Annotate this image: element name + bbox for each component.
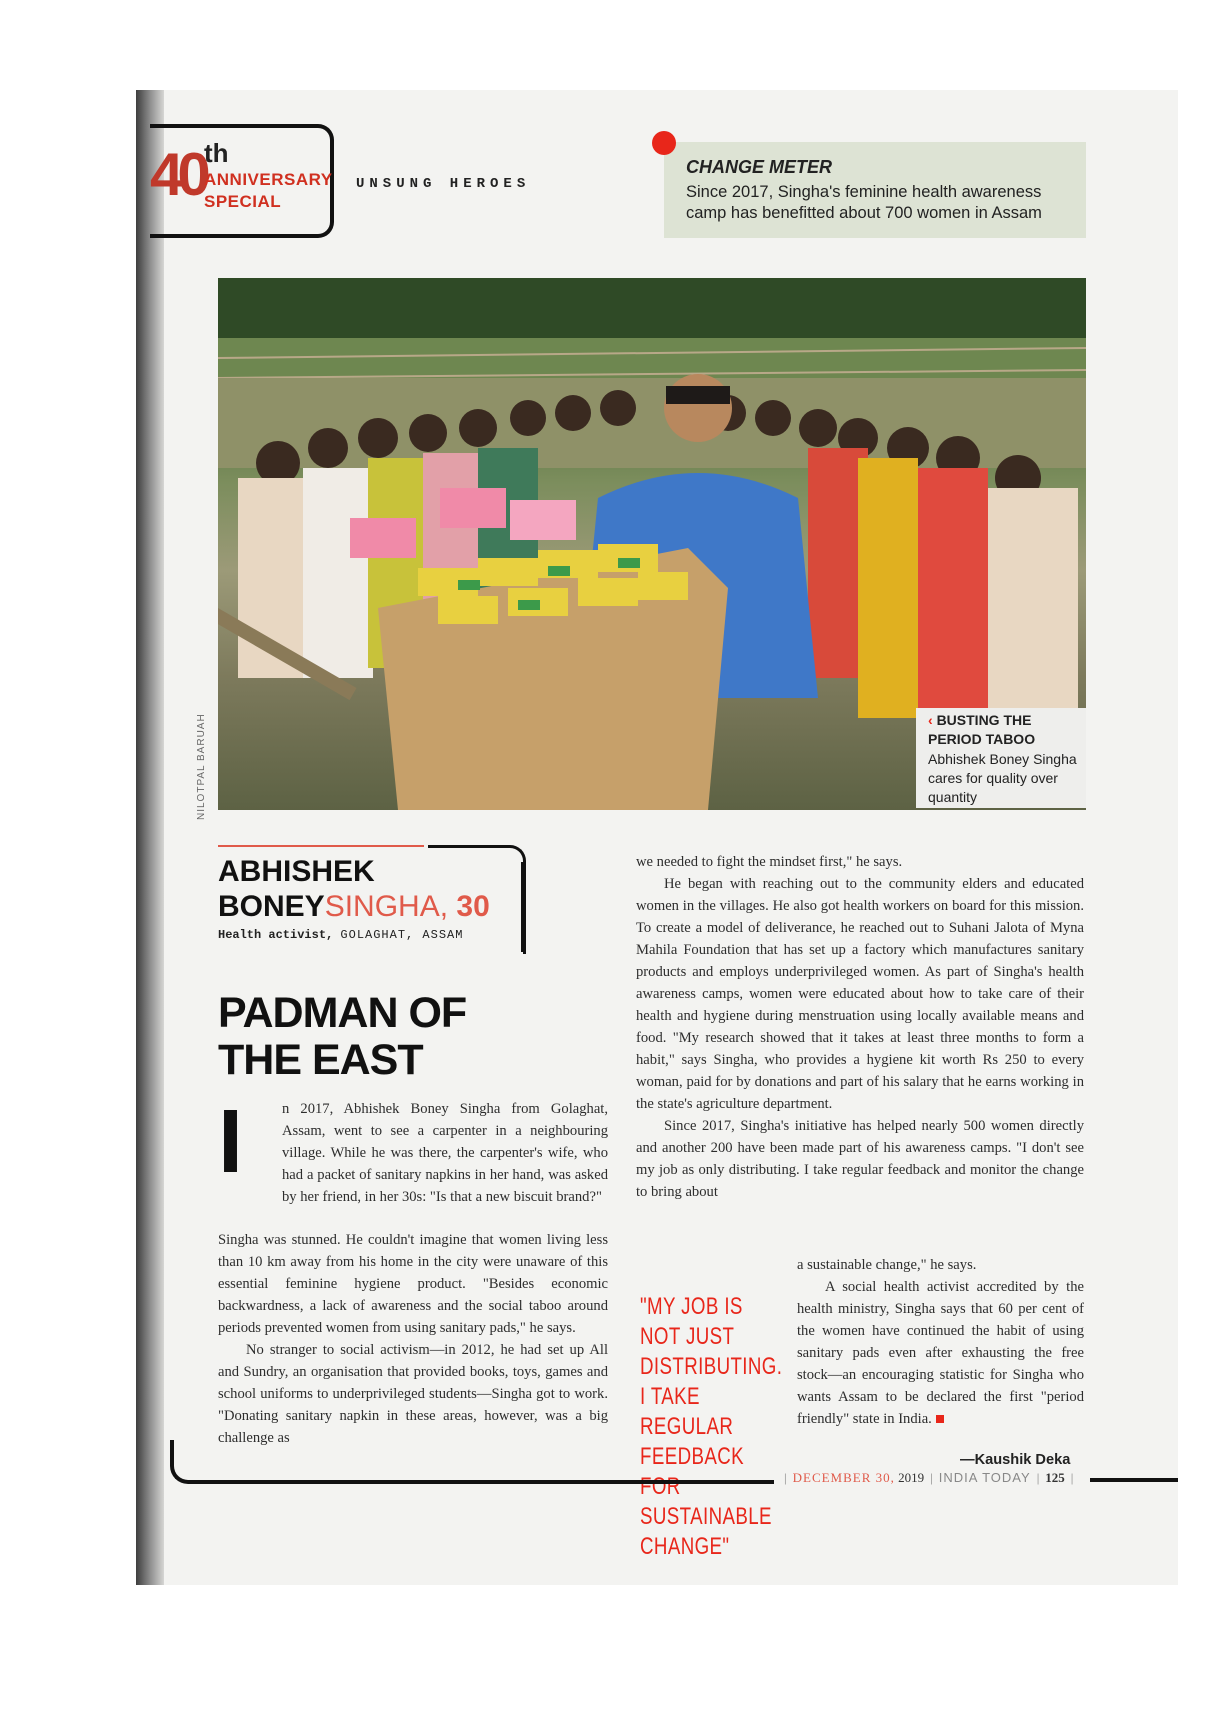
name-rule	[218, 845, 424, 847]
article-headline: PADMAN OF THE EAST	[218, 989, 467, 1084]
article-text	[797, 1276, 1084, 1430]
byline: —Kaushik Deka	[960, 1452, 1071, 1468]
article-column-2	[636, 851, 1084, 1203]
folio-page-number: 125	[1045, 1470, 1065, 1485]
profile-location: GOLAGHAT, ASSAM	[340, 928, 464, 942]
folio-separator: |	[930, 1470, 933, 1485]
footer-frame	[170, 1440, 774, 1484]
profile-role-title: Health activist,	[218, 928, 334, 942]
profile-last-name: SINGHA,	[324, 890, 449, 923]
article-text: we needed to fight the mindset first," he says.	[636, 854, 903, 870]
profile-middle-name: BONEY	[218, 890, 325, 923]
anniversary-number: 40	[150, 141, 205, 208]
red-dot-marker	[652, 131, 676, 155]
drop-cap: I	[218, 1092, 244, 1192]
article-paragraph-1-start	[282, 1098, 608, 1208]
anniversary-suffix: th	[204, 138, 229, 168]
folio-year: 2019	[898, 1470, 925, 1485]
article-text-span: A social health activist accredited by the health ministry, Singha says that 60 per cent of the women have continued the habit of using sanitary pads even after exhausting the free stock—an encouraging statistic for Singha who wants Assam to be declared the first "period friendly" state in India.	[797, 1279, 1084, 1427]
caption-heading-line1: BUSTING THE	[936, 712, 1032, 728]
article-column-2-lower	[797, 1254, 1084, 1430]
folio-separator: |	[1070, 1470, 1074, 1485]
article-text: Singha was stunned. He couldn't imagine that women living less than 10 km away from his home in the city were unaware of this essential feminine hygiene product. "Besides economic backwardness, a lack of awareness and the social taboo around periods prevented women from using sanitary pads," he says.	[218, 1232, 608, 1336]
profile-age: 30	[456, 890, 490, 923]
folio-separator: |	[1036, 1470, 1040, 1485]
caption-arrow-icon: ‹	[928, 712, 937, 728]
folio-publication: INDIA TODAY	[938, 1470, 1031, 1485]
photo-credit: NILOTPAL BARUAH	[196, 713, 207, 820]
page-spine-shadow	[136, 90, 164, 1585]
end-mark-icon	[936, 1415, 944, 1423]
anniversary-special-label: SPECIAL	[204, 192, 282, 211]
name-frame-vertical	[521, 862, 524, 952]
change-meter-text: Since 2017, Singha's feminine health awareness camp has benefitted about 700 women in Assam	[686, 183, 1042, 222]
caption-heading-line2: PERIOD TABOO	[928, 731, 1036, 747]
article-text: He began with reaching out to the community elders and educated women in the villages. He also got health workers on board for this mission. To create a model of deliverance, he reached out to Suhani Jalota of Myna Mahila Foundation that has set up a factory which manufactures sanitary products and employs underprivileged women. As part of Singha's health awareness camps, women were educated about how to take care of their health and hygiene during menstruation using locally available means and food. "My research showed that it takes at least three months to form a habit," says Singha, who provides a hygiene kit worth Rs 250 to every woman, paid for by donations and part of his salary that he earns working in the state's agriculture department.	[636, 876, 1084, 1112]
folio-date: DECEMBER 30,	[792, 1470, 895, 1485]
footer-rule	[1090, 1478, 1178, 1482]
caption-heading	[928, 712, 1031, 728]
page-folio	[778, 1470, 1079, 1486]
profile-first-name: ABHISHEK	[218, 855, 375, 888]
pull-quote: "MY JOB IS NOT JUST DISTRIBUTING. I TAKE REGULAR FEEDBACK FOR SUSTAINABLE CHANGE"	[640, 1293, 783, 1560]
article-text: n 2017, Abhishek Boney Singha from Golaghat, Assam, went to see a carpenter in a neighbouring village. While he was there, the carpenter's wife, who had a packet of sanitary napkins in her hand, was asked by her friend, in her 30s: "Is that a new biscuit brand?"	[282, 1101, 608, 1205]
article-text: Since 2017, Singha's initiative has helped nearly 500 women directly and another 200 have been made part of his awareness camps. "I don't see my job as only distributing. I take regular feedback and monitor the change to bring about	[636, 1118, 1084, 1200]
article-text: a sustainable change," he says.	[797, 1257, 977, 1273]
profile-role	[218, 928, 463, 942]
profile-surname	[218, 890, 490, 924]
article-text: No stranger to social activism—in 2012, he had set up All and Sundry, an organisation that provided books, toys, games and school uniforms to underprivileged students—Singha got to work. "Donating sanitary napkin in these areas, however, was a big challenge as	[218, 1342, 608, 1446]
change-meter-title: CHANGE METER	[686, 157, 833, 177]
anniversary-label: ANNIVERSARY	[204, 170, 333, 189]
caption-text: Abhishek Boney Singha cares for quality over quantity	[928, 751, 1077, 805]
section-label: UNSUNG HEROES	[356, 176, 531, 192]
folio-separator: |	[784, 1470, 787, 1485]
article-column-1	[218, 1229, 608, 1449]
